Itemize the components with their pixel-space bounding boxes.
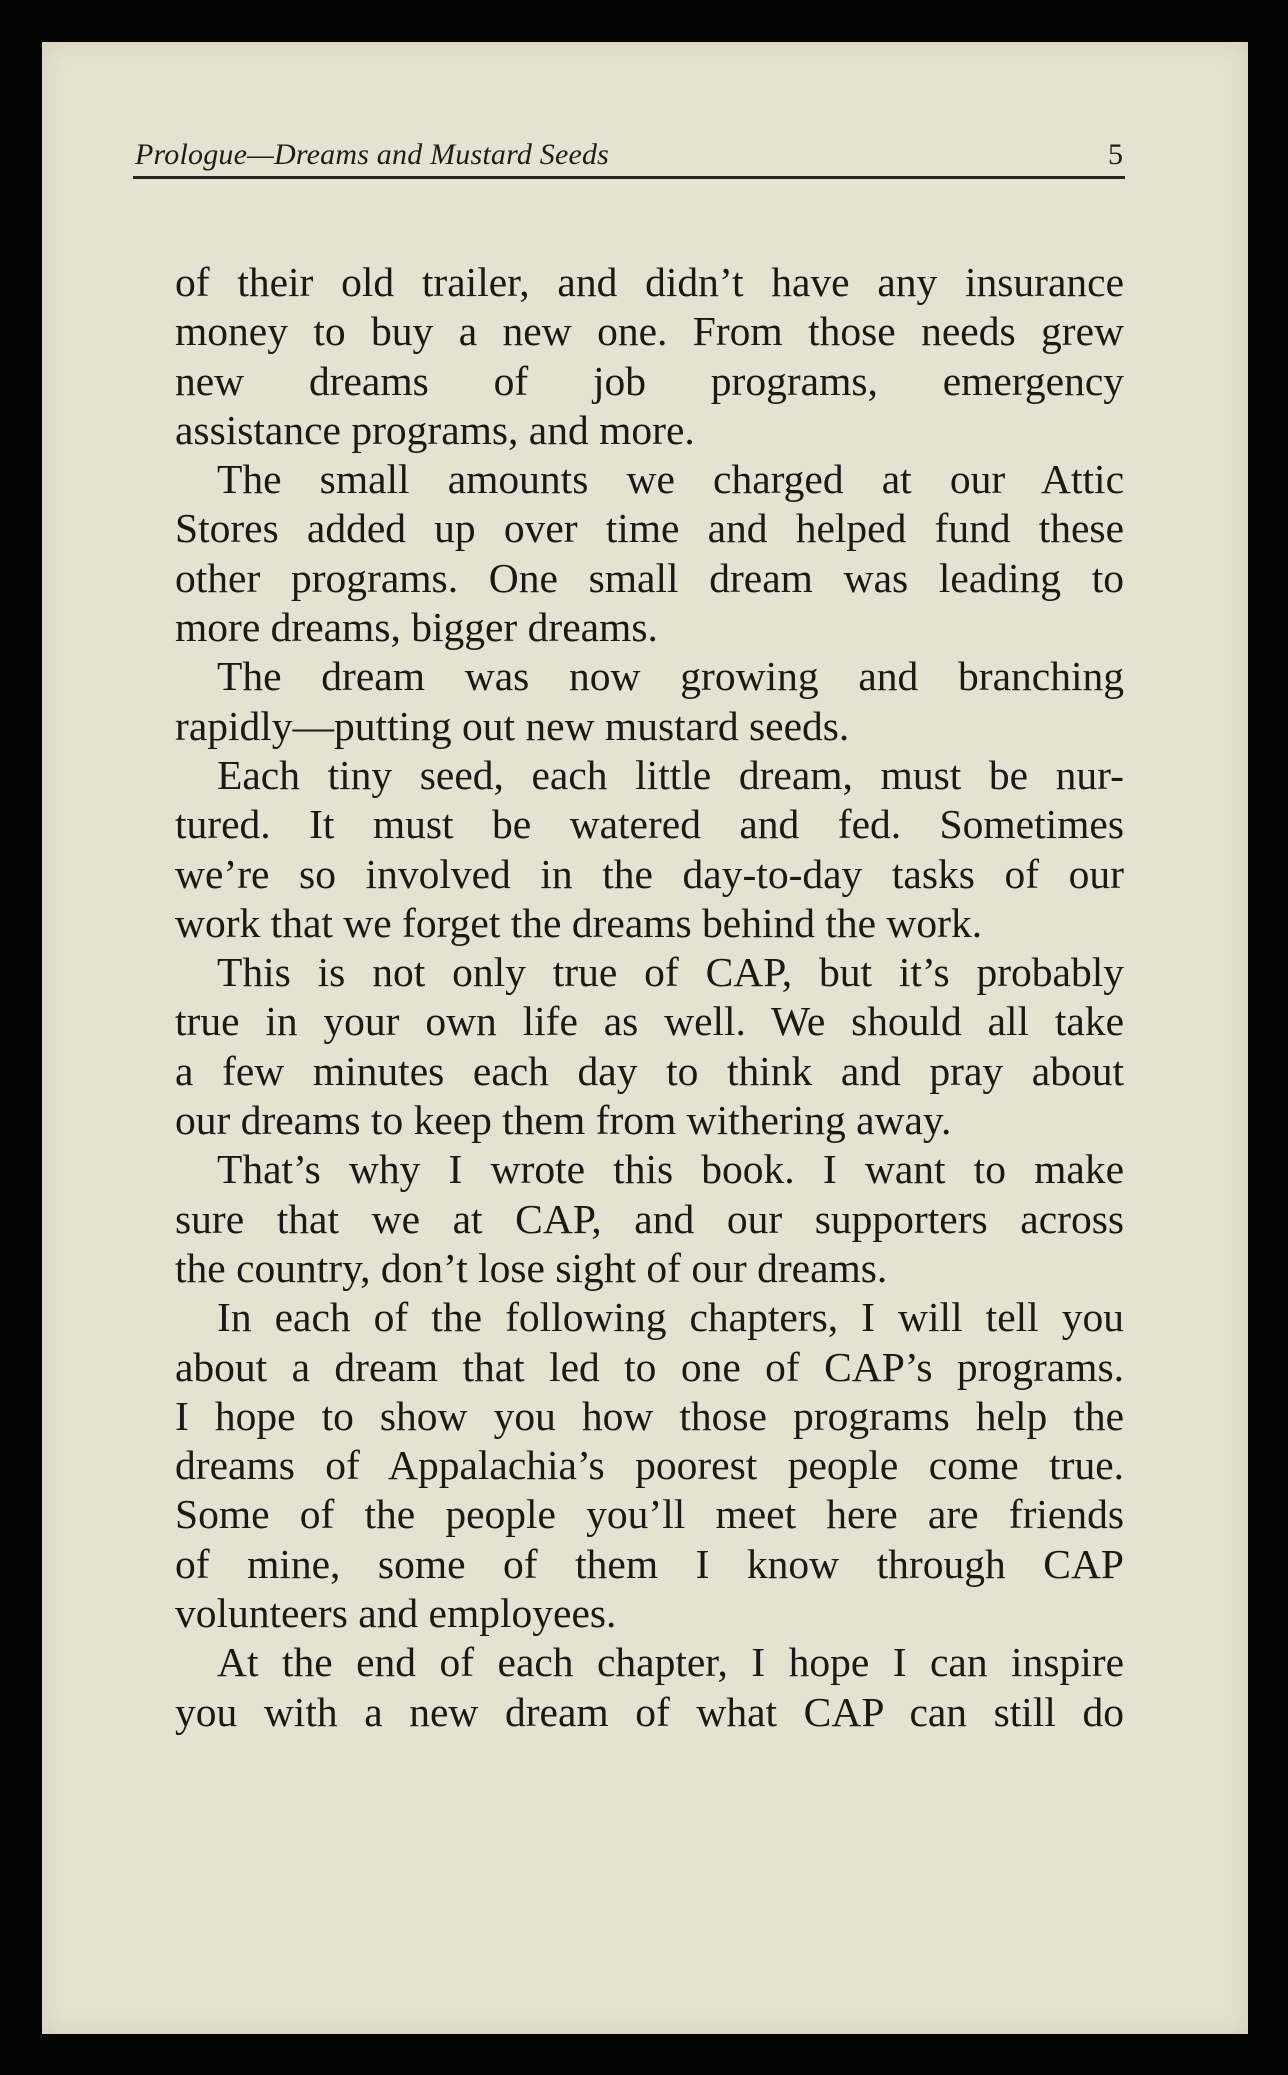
running-title: Prologue—Dreams and Mustard Seeds [135, 138, 610, 171]
text-line: about a dream that led to one of CAP’s programs. [175, 1343, 1124, 1390]
text-line: the country, don’t lose sight of our dreams. [175, 1244, 888, 1291]
text-line: dreams of Appalachia’s poorest people come true. [175, 1442, 1124, 1489]
text-line: sure that we at CAP, and our supporters across [175, 1195, 1124, 1242]
text-line: The small amounts we charged at our Attic [217, 456, 1124, 503]
text-line: rapidly—putting out new mustard seeds. [175, 702, 850, 749]
text-line: of mine, some of them I know through CAP [175, 1540, 1124, 1587]
text-line: of their old trailer, and didn’t have any insurance [175, 259, 1124, 305]
text-line: That’s why I wrote this book. I want to make [217, 1146, 1124, 1193]
text-line: In each of the following chapters, I will tell you [217, 1294, 1124, 1341]
text-line: you with a new dream of what CAP can still do [175, 1688, 1124, 1735]
body-text [175, 258, 1124, 1737]
text-line: Stores added up over time and helped fund these [175, 505, 1124, 552]
running-header [133, 126, 1125, 179]
text-line: This is not only true of CAP, but it’s probably [217, 949, 1124, 996]
page-number: 5 [1108, 138, 1123, 171]
text-line: assistance programs, and more. [175, 406, 695, 453]
text-line: work that we forget the dreams behind the work. [175, 899, 983, 946]
text-line: Some of the people you’ll meet here are friends [175, 1491, 1124, 1538]
text-line: more dreams, bigger dreams. [175, 604, 658, 651]
text-line: other programs. One small dream was leading to [175, 554, 1124, 601]
text-line: money to buy a new one. From those needs grew [175, 308, 1124, 355]
text-line: a few minutes each day to think and pray about [175, 1047, 1124, 1094]
text-line: our dreams to keep them from withering away. [175, 1097, 952, 1144]
text-line: At the end of each chapter, I hope I can inspire [217, 1639, 1124, 1686]
text-line: new dreams of job programs, emergency [175, 357, 1124, 404]
text-line: tured. It must be watered and fed. Sometimes [175, 801, 1124, 848]
text-line: The dream was now growing and branching [217, 653, 1124, 700]
text-line: true in your own life as well. We should all take [175, 998, 1124, 1045]
text-line: I hope to show you how those programs help the [175, 1392, 1124, 1439]
text-line: volunteers and employees. [175, 1590, 617, 1637]
text-line: we’re so involved in the day-to-day tasks of our [175, 850, 1124, 897]
text-line: Each tiny seed, each little dream, must be nur- [217, 751, 1124, 798]
